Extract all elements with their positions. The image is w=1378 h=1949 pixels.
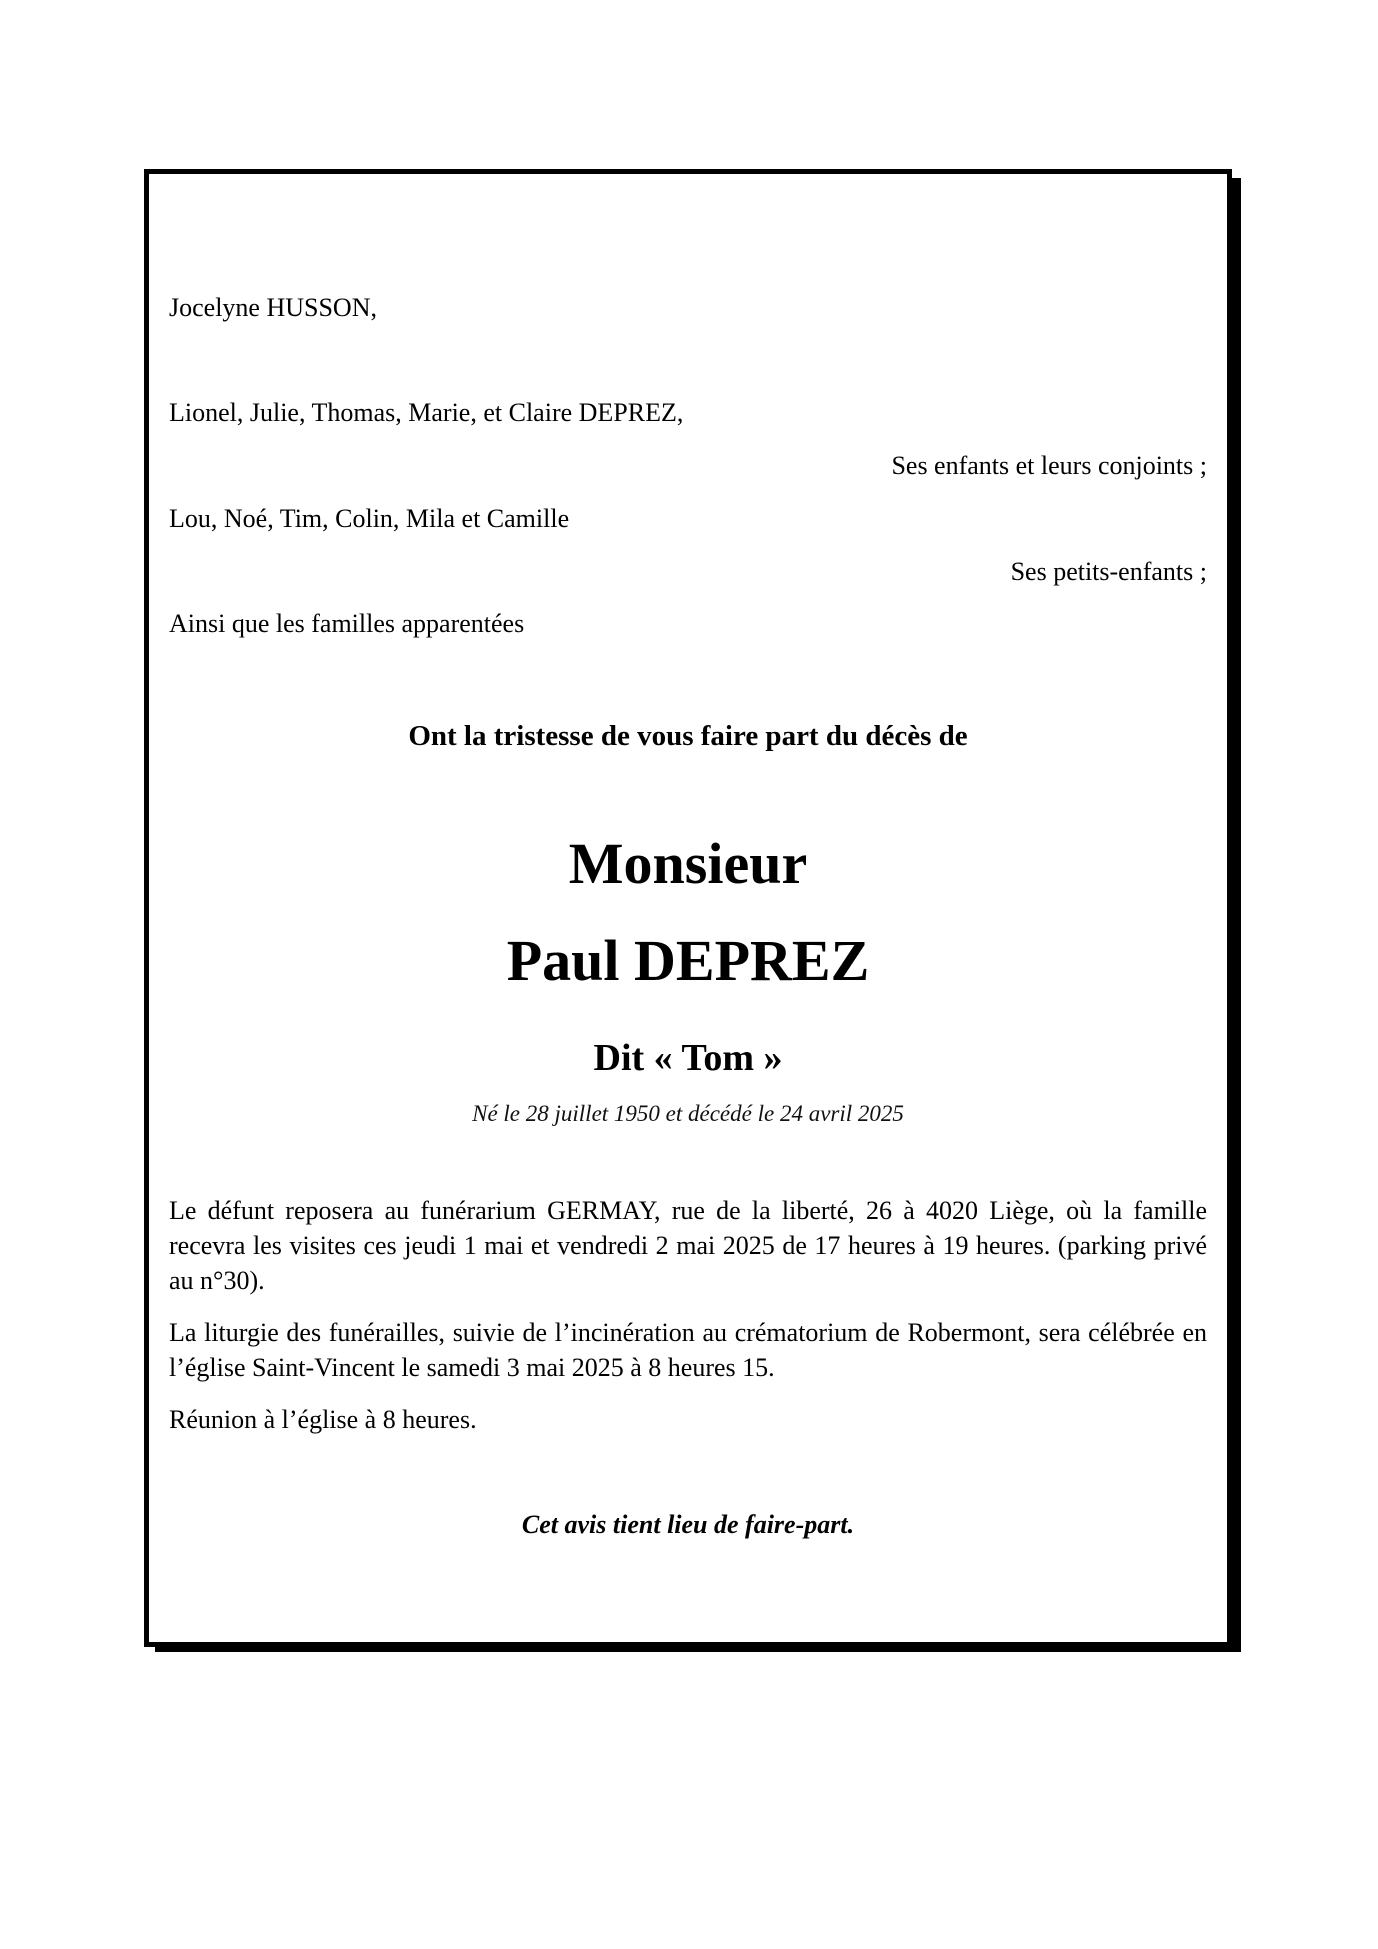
notice-frame	[144, 169, 1232, 1647]
deceased-honorific: Monsieur	[568, 831, 808, 896]
children-names: Lionel, Julie, Thomas, Marie, et Claire DEPREZ,	[169, 398, 684, 427]
closing-line: Cet avis tient lieu de faire-part.	[521, 1510, 855, 1539]
meeting-paragraph: Réunion à l’église à 8 heures.	[169, 1405, 477, 1434]
children-role: Ses enfants et leurs conjoints ;	[891, 451, 1207, 480]
deceased-name: Paul DEPREZ	[506, 928, 870, 993]
relatives-line: Ainsi que les familles apparentées	[169, 609, 525, 638]
announcement-line: Ont la tristesse de vous faire part du décès de	[408, 720, 968, 752]
viewing-paragraph: Le défunt reposera au funérarium GERMAY, rue de la liberté, 26 à 4020 Liège, où la famille recevra les visites ces jeudi 1 mai et vendredi 2 mai 2025 de 17 heures à 19 heures. (parking privé au n°30).	[169, 1196, 1207, 1295]
deceased-nickname: Dit « Tom »	[593, 1037, 783, 1079]
grandchildren-names: Lou, Noé, Tim, Colin, Mila et Camille	[169, 504, 570, 533]
funeral-paragraph: La liturgie des funérailles, suivie de l’incinération au crématorium de Robermont, sera célébrée en l’église Saint-Vincent le samedi 3 mai 2025 à 8 heures 15.	[169, 1318, 1207, 1382]
spouse-name: Jocelyne HUSSON,	[169, 293, 377, 322]
birth-death-dates: Né le 28 juillet 1950 et décédé le 24 avril 2025	[472, 1101, 904, 1126]
grandchildren-role: Ses petits-enfants ;	[1010, 557, 1207, 586]
notice-content	[169, 174, 1207, 1642]
